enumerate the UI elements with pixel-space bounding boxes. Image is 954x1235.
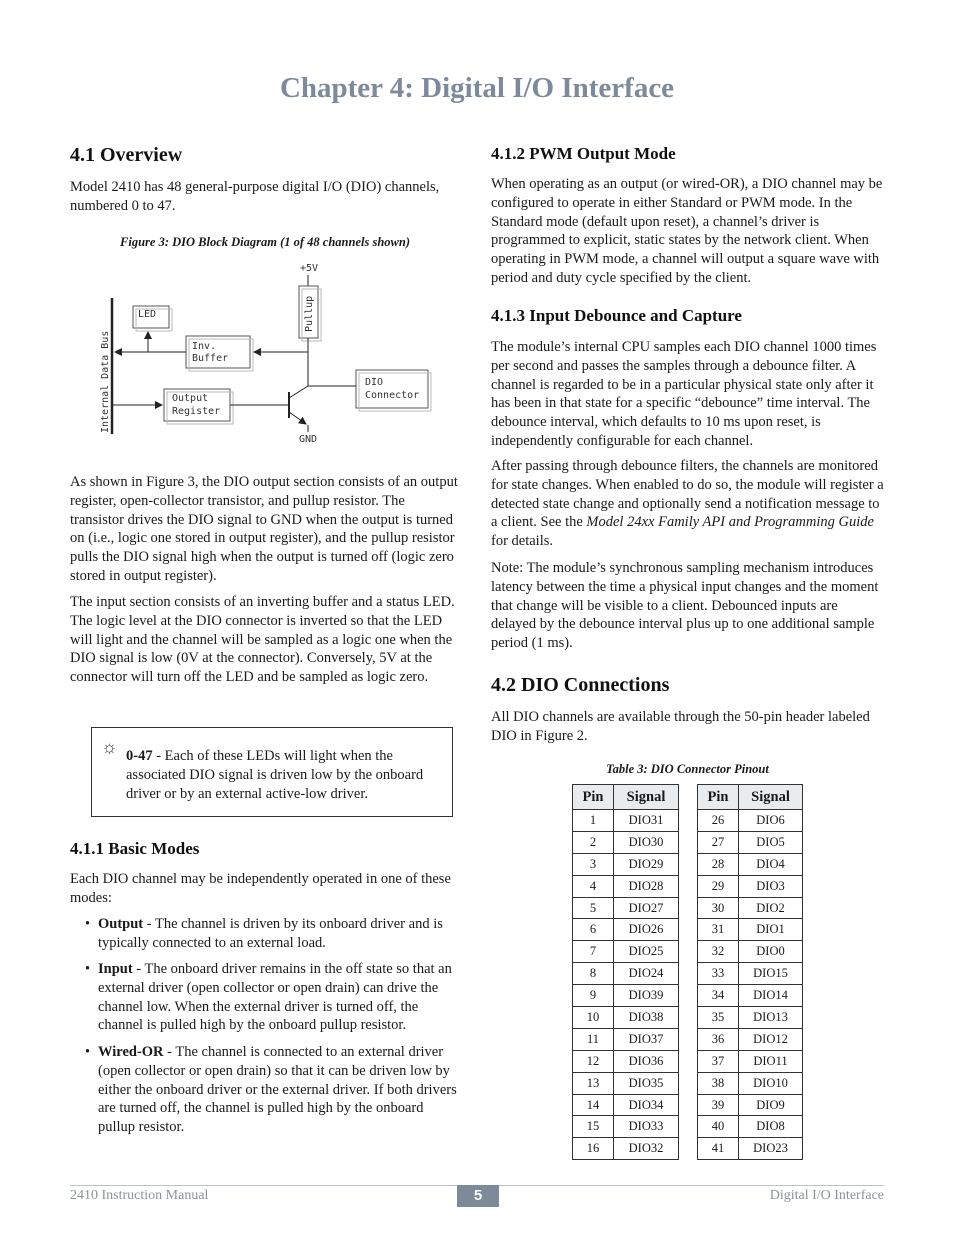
table-row	[698, 963, 803, 985]
pwm-para: When operating as an output (or wired-OR), a DIO channel may be configured to operate in either Standard or PWM mode. In the Standard mode (default upon reset), a channel’s driver is programmed to explicit, static states by the network client. When operating in PWM mode, a channel will output a square wave with period and duty cycle specified by the client.	[491, 176, 883, 286]
signal-cell: DIO23	[739, 1138, 803, 1160]
signal-cell: DIO14	[739, 985, 803, 1007]
pin-cell: 6	[573, 919, 614, 941]
table-row	[698, 853, 803, 875]
list-item: • Output - The channel is driven by its onboard driver and is typically connected to an external load.	[85, 916, 443, 951]
table-row	[698, 1007, 803, 1029]
signal-cell: DIO1	[739, 919, 803, 941]
table-row	[573, 875, 679, 897]
table-row	[573, 1138, 679, 1160]
table-row	[698, 1072, 803, 1094]
svg-text:Connector: Connector	[365, 390, 420, 401]
signal-cell: DIO36	[614, 1050, 679, 1072]
signal-cell: DIO28	[614, 875, 679, 897]
led-label: LED	[138, 309, 157, 320]
table-caption: Table 3: DIO Connector Pinout	[606, 762, 769, 776]
pin-cell: 41	[698, 1138, 739, 1160]
debounce-para-2: After passing through debounce filters, the channels are monitored for state changes. When enabled to do so, the module will register a detected state change and optionally send a notification message to a client. See the Model 24xx Family API and Programming Guide for details.	[491, 458, 884, 550]
table-row	[573, 985, 679, 1007]
pin-cell: 29	[698, 875, 739, 897]
table-row	[573, 941, 679, 963]
pin-cell: 3	[573, 853, 614, 875]
pin-cell: 13	[573, 1072, 614, 1094]
section-heading-dio-connections: 4.2 DIO Connections	[491, 674, 670, 696]
chapter-title: Chapter 4: Digital I/O Interface	[279, 72, 675, 104]
signal-cell: DIO32	[614, 1138, 679, 1160]
signal-cell: DIO27	[614, 897, 679, 919]
table-row	[573, 1094, 679, 1116]
pin-cell: 30	[698, 897, 739, 919]
signal-cell: DIO8	[739, 1116, 803, 1138]
signal-cell: DIO37	[614, 1028, 679, 1050]
pin-cell: 5	[573, 897, 614, 919]
pin-cell: 34	[698, 985, 739, 1007]
signal-cell: DIO4	[739, 853, 803, 875]
pinout-table-right	[697, 784, 803, 1160]
table-row	[573, 919, 679, 941]
signal-cell: DIO6	[739, 810, 803, 832]
table-row	[573, 1028, 679, 1050]
table-row	[698, 1028, 803, 1050]
table-row	[573, 1116, 679, 1138]
column-header: Signal	[614, 785, 679, 810]
table-row	[698, 810, 803, 832]
signal-cell: DIO30	[614, 831, 679, 853]
pin-cell: 15	[573, 1116, 614, 1138]
debounce-para-1: The module’s internal CPU samples each DIO channel 1000 times per second and passes the samples through a debounce filter. A channel is regarded to be in a particular physical state only after it has been in that state for a specific “debounce” time interval. The debounce interval, which defaults to 10 ms upon reset, is independently configurable for each channel.	[491, 339, 877, 449]
signal-cell: DIO25	[614, 941, 679, 963]
table-row	[573, 1072, 679, 1094]
dio-block-diagram	[98, 258, 448, 448]
footer-manual-title: 2410 Instruction Manual	[70, 1188, 209, 1203]
pin-cell: 16	[573, 1138, 614, 1160]
signal-cell: DIO38	[614, 1007, 679, 1029]
table-row	[698, 897, 803, 919]
led-note-box	[91, 727, 453, 817]
figure-caption: Figure 3: DIO Block Diagram (1 of 48 channels shown)	[120, 235, 410, 249]
pin-cell: 12	[573, 1050, 614, 1072]
signal-cell: DIO10	[739, 1072, 803, 1094]
svg-text:DIO: DIO	[365, 377, 384, 388]
table-row	[698, 941, 803, 963]
plus5v-label: +5V	[300, 263, 319, 274]
pin-cell: 7	[573, 941, 614, 963]
table-row	[698, 1138, 803, 1160]
signal-cell: DIO39	[614, 985, 679, 1007]
api-guide-reference: Model 24xx Family API and Programming Guide	[586, 514, 874, 531]
page-number: 5	[457, 1185, 499, 1207]
table-row	[573, 1050, 679, 1072]
note-text: - Each of these LEDs will light when the associated DIO signal is driven low by the onboard driver or by an external active-low driver.	[126, 748, 424, 802]
table-row	[573, 853, 679, 875]
signal-cell: DIO11	[739, 1050, 803, 1072]
table-row	[698, 1116, 803, 1138]
column-header: Pin	[573, 785, 614, 810]
pin-cell: 26	[698, 810, 739, 832]
svg-text:Buffer: Buffer	[192, 353, 229, 364]
svg-text:Output: Output	[172, 393, 209, 404]
bus-label: Internal Data Bus	[100, 330, 111, 433]
dio-connections-para: All DIO channels are available through the 50-pin header labeled DIO in Figure 2.	[491, 709, 870, 744]
table-row	[698, 1094, 803, 1116]
led-icon: ☼	[101, 737, 118, 757]
table-row	[573, 1007, 679, 1029]
pin-cell: 10	[573, 1007, 614, 1029]
table-row	[698, 985, 803, 1007]
pin-cell: 36	[698, 1028, 739, 1050]
list-item: • Wired-OR - The channel is connected to an external driver (open collector or open drain) so that it can be driven low by either the onboard driver or the external driver. If both drivers are turned off, the channel is pulled high by the onboard pullup resistor.	[85, 1044, 457, 1136]
svg-text:Register: Register	[172, 406, 221, 417]
table-row	[573, 810, 679, 832]
pin-cell: 8	[573, 963, 614, 985]
list-item: • Input - The onboard driver remains in the off state so that an external driver (open collector or open drain) can drive the channel low. When the external driver is turned off, the channel is pulled high by the onboard pullup resistor.	[85, 961, 452, 1034]
table-row	[698, 1050, 803, 1072]
overview-para-1: As shown in Figure 3, the DIO output section consists of an output register, open-collector transistor, and pullup resistor. The transistor drives the DIO signal to GND when the output is turned on (i.e., logic one stored in output register), and the pullup resistor pulls the DIO signal high when the output is turned off (logic zero stored in output register).	[70, 474, 458, 584]
pin-cell: 11	[573, 1028, 614, 1050]
basic-modes-intro: Each DIO channel may be independently operated in one of these modes:	[70, 871, 451, 906]
section-heading-overview: 4.1 Overview	[70, 144, 183, 166]
pin-cell: 28	[698, 853, 739, 875]
pin-cell: 37	[698, 1050, 739, 1072]
table-row	[698, 919, 803, 941]
table-row	[573, 831, 679, 853]
signal-cell: DIO5	[739, 831, 803, 853]
note-range: 0-47	[126, 748, 153, 764]
overview-para-2: The input section consists of an inverting buffer and a status LED. The logic level at the DIO connector is inverted so that the LED will light and the channel will be sampled as a logic one when the DIO signal is low (0V at the connector). Conversely, 5V at the connector will turn off the LED and be sampled as logic zero.	[70, 594, 455, 686]
signal-cell: DIO33	[614, 1116, 679, 1138]
table-row	[573, 963, 679, 985]
overview-intro: Model 2410 has 48 general-purpose digital I/O (DIO) channels, numbered 0 to 47.	[70, 179, 440, 214]
signal-cell: DIO9	[739, 1094, 803, 1116]
signal-cell: DIO34	[614, 1094, 679, 1116]
signal-cell: DIO31	[614, 810, 679, 832]
pin-cell: 38	[698, 1072, 739, 1094]
pin-cell: 14	[573, 1094, 614, 1116]
footer-chapter-title: Digital I/O Interface	[769, 1188, 884, 1203]
pin-cell: 40	[698, 1116, 739, 1138]
signal-cell: DIO0	[739, 941, 803, 963]
pin-cell: 39	[698, 1094, 739, 1116]
pin-cell: 9	[573, 985, 614, 1007]
pin-cell: 4	[573, 875, 614, 897]
pin-cell: 2	[573, 831, 614, 853]
pin-cell: 31	[698, 919, 739, 941]
svg-text:Inv.: Inv.	[192, 341, 217, 352]
signal-cell: DIO29	[614, 853, 679, 875]
signal-cell: DIO12	[739, 1028, 803, 1050]
signal-cell: DIO35	[614, 1072, 679, 1094]
pin-cell: 27	[698, 831, 739, 853]
svg-text:Pullup: Pullup	[304, 295, 315, 332]
table-row	[573, 897, 679, 919]
pinout-table-left	[572, 784, 679, 1160]
pin-cell: 33	[698, 963, 739, 985]
signal-cell: DIO24	[614, 963, 679, 985]
debounce-note: Note: The module’s synchronous sampling mechanism introduces latency between the time a physical input changes and the moment that change will be visible to a client. Debounced inputs are delayed by the debounce interval plus up to one additional sample period (1 ms).	[491, 560, 879, 652]
column-header: Pin	[698, 785, 739, 810]
dio-connector-box	[356, 370, 428, 408]
pin-cell: 35	[698, 1007, 739, 1029]
table-row	[698, 875, 803, 897]
section-heading-basic-modes: 4.1.1 Basic Modes	[70, 839, 200, 858]
signal-cell: DIO2	[739, 897, 803, 919]
column-header: Signal	[739, 785, 803, 810]
section-heading-debounce: 4.1.3 Input Debounce and Capture	[491, 306, 742, 325]
pin-cell: 32	[698, 941, 739, 963]
signal-cell: DIO15	[739, 963, 803, 985]
gnd-label: GND	[299, 434, 318, 445]
signal-cell: DIO3	[739, 875, 803, 897]
pin-cell: 1	[573, 810, 614, 832]
table-row	[698, 831, 803, 853]
signal-cell: DIO13	[739, 1007, 803, 1029]
section-heading-pwm: 4.1.2 PWM Output Mode	[491, 144, 676, 163]
signal-cell: DIO26	[614, 919, 679, 941]
